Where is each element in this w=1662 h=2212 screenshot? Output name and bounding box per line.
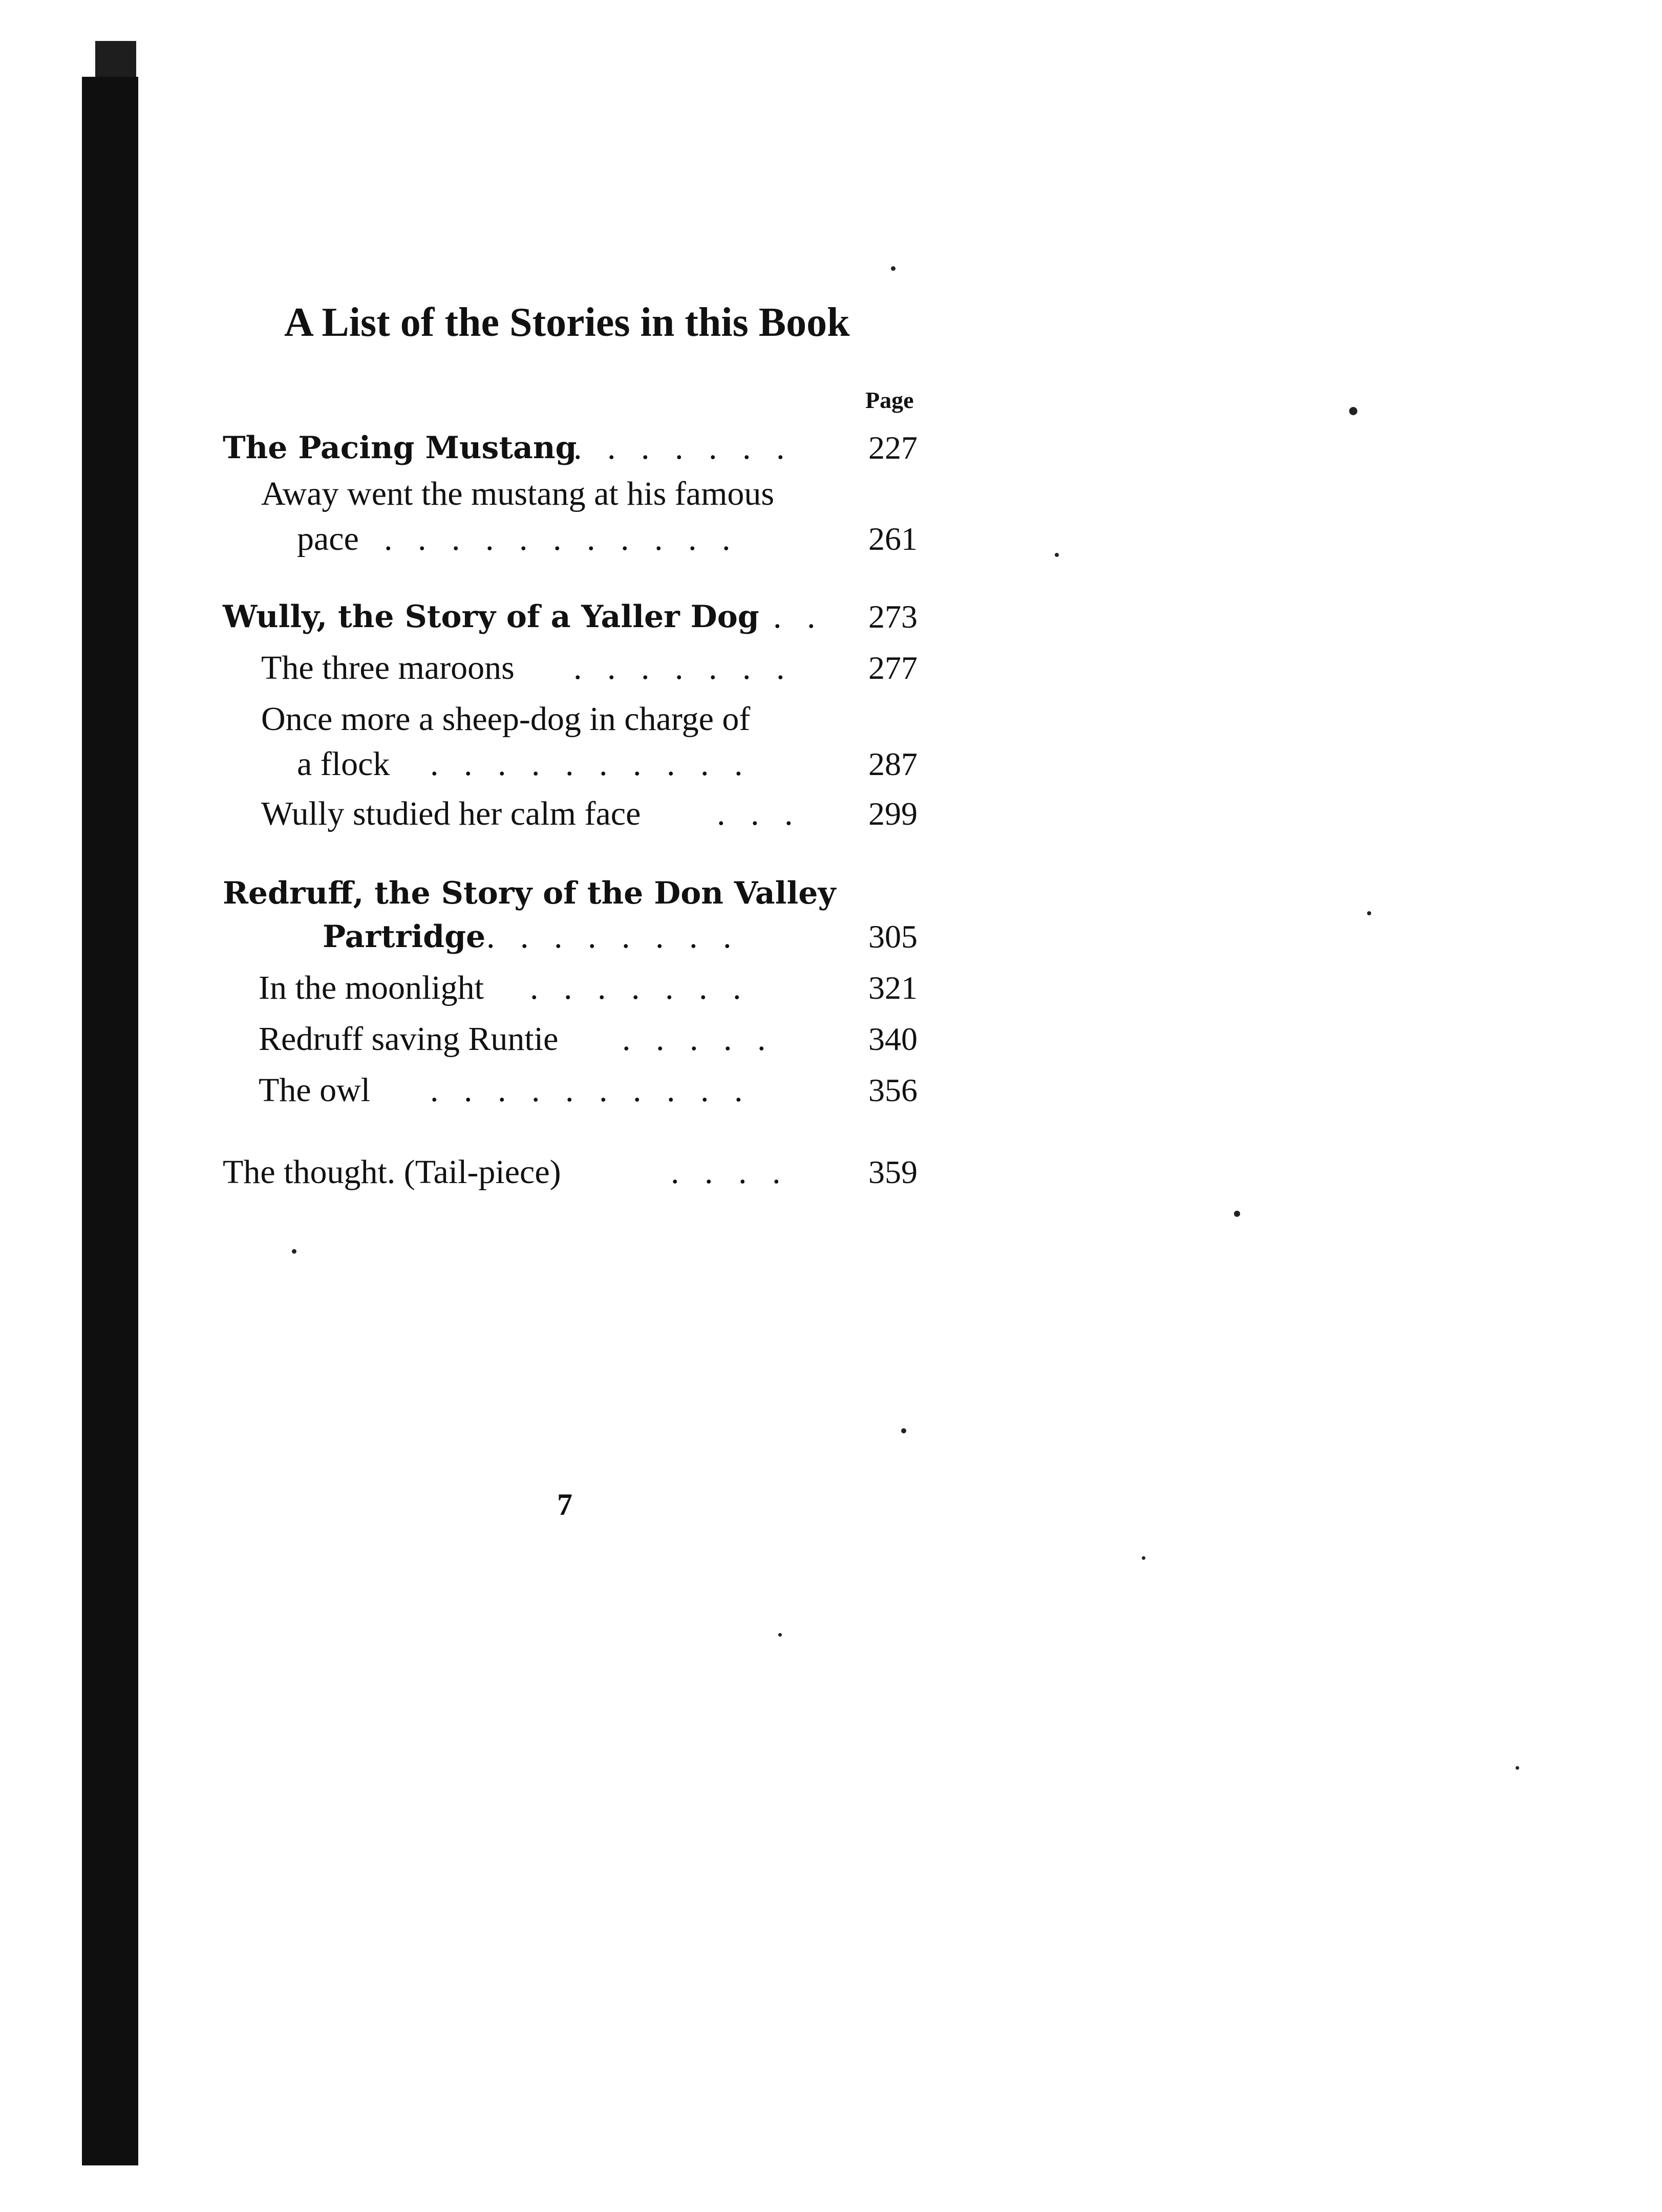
page-number: 356 bbox=[868, 1072, 918, 1108]
toc-entry bbox=[0, 645, 1662, 691]
illustration-caption: a flock bbox=[297, 745, 390, 783]
paper-speck bbox=[1234, 1211, 1240, 1217]
toc-entry bbox=[0, 1149, 1662, 1195]
paper-speck bbox=[891, 266, 896, 271]
page-number: 261 bbox=[868, 521, 918, 557]
dot-leader: . . . . . . . . . . . bbox=[384, 520, 731, 557]
tail-piece-caption: The thought. (Tail-piece) bbox=[223, 1153, 561, 1191]
toc-entry bbox=[0, 696, 1662, 742]
toc-entry bbox=[0, 471, 1662, 517]
paper-speck bbox=[292, 1249, 296, 1254]
page-number: 359 bbox=[868, 1154, 918, 1190]
toc-entry bbox=[0, 965, 1662, 1011]
illustration-caption: Away went the mustang at his famous bbox=[261, 475, 775, 512]
story-title: Redruff, the Story of the Don Valley bbox=[223, 875, 836, 911]
toc-entry bbox=[0, 741, 1662, 787]
page-folio: 7 bbox=[557, 1488, 572, 1521]
page-number: 321 bbox=[868, 970, 918, 1006]
page-number: 305 bbox=[868, 918, 918, 955]
story-title: Partridge bbox=[323, 919, 486, 955]
dot-leader: . . . . . . . bbox=[530, 969, 741, 1006]
toc-entry bbox=[0, 870, 1662, 916]
book-spine-edge bbox=[82, 77, 138, 2165]
illustration-caption: In the moonlight bbox=[259, 969, 484, 1006]
paper-speck bbox=[901, 1428, 906, 1433]
toc-entry bbox=[0, 425, 1662, 471]
contents-heading: A List of the Stories in this Book bbox=[284, 300, 850, 345]
page-column-header: Page bbox=[865, 387, 914, 413]
page-number: 277 bbox=[868, 650, 918, 686]
toc-entry bbox=[0, 791, 1662, 837]
toc-entry bbox=[0, 594, 1662, 640]
dot-leader: . . . . . . . . . . bbox=[430, 745, 743, 783]
illustration-caption: The three maroons bbox=[261, 649, 515, 686]
illustration-caption: Redruff saving Runtie bbox=[259, 1020, 559, 1058]
toc-entry bbox=[0, 914, 1662, 960]
paper-speck bbox=[1142, 1556, 1145, 1560]
dot-leader: . . . bbox=[717, 795, 793, 832]
illustration-caption: The owl bbox=[259, 1071, 371, 1109]
dot-leader: . . . . . . . bbox=[573, 649, 785, 686]
illustration-caption: pace bbox=[297, 520, 359, 557]
dot-leader: . . . . . bbox=[622, 1020, 766, 1058]
paper-speck bbox=[778, 1633, 782, 1637]
toc-entry bbox=[0, 516, 1662, 562]
paper-speck bbox=[1349, 407, 1357, 415]
story-title: The Pacing Mustang bbox=[223, 430, 577, 466]
dot-leader: . . . . . . . . bbox=[486, 918, 732, 955]
page-number: 299 bbox=[868, 796, 918, 832]
page-number: 287 bbox=[868, 746, 918, 782]
dot-leader: . . bbox=[773, 598, 816, 635]
illustration-caption: Once more a sheep-dog in charge of bbox=[261, 700, 751, 738]
page-number: 340 bbox=[868, 1021, 918, 1057]
page-number: 227 bbox=[868, 429, 918, 466]
dot-leader: . . . . . . . bbox=[573, 429, 785, 466]
illustration-caption: Wully studied her calm face bbox=[261, 795, 641, 832]
story-title: Wully, the Story of a Yaller Dog bbox=[223, 599, 759, 635]
paper-speck bbox=[1516, 1766, 1519, 1770]
toc-entry bbox=[0, 1016, 1662, 1062]
dot-leader: . . . . . . . . . . bbox=[430, 1071, 743, 1109]
book-spine-top bbox=[95, 41, 136, 77]
dot-leader: . . . . bbox=[671, 1153, 781, 1191]
toc-entry bbox=[0, 1067, 1662, 1113]
page-number: 273 bbox=[868, 598, 918, 635]
